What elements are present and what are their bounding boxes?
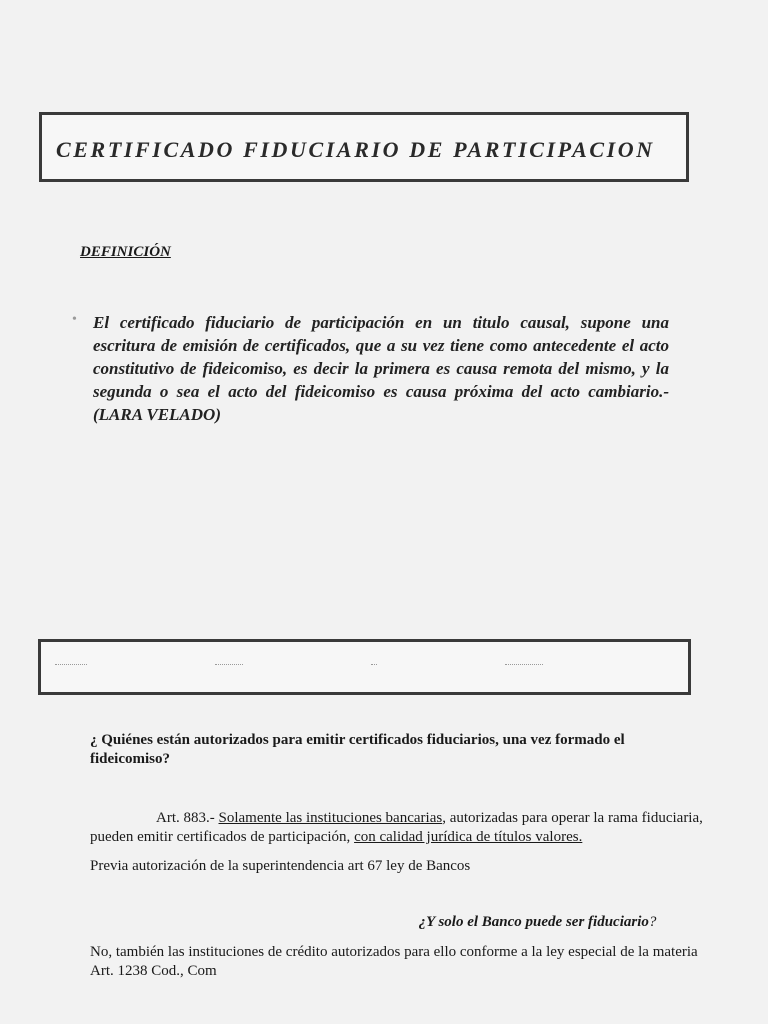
title-box (39, 112, 689, 182)
dotted-line (55, 664, 87, 665)
question-authorized-issuers: ¿ Quiénes están autorizados para emitir certificados fiduciarios, una vez formado el fideicomiso? (90, 732, 625, 767)
question-only-bank-fiduciary (0, 914, 768, 931)
previa-autorizacion-text: Previa autorización de la superintendencia art 67 ley de Bancos (90, 858, 471, 874)
question-only-bank-mark: ? (648, 914, 657, 930)
definicion-paragraph: El certificado fiduciario de participación en un titulo causal, supone una escritura de emisión de certificados, que a su vez tiene como antecedente el acto constitutivo de fideicomiso, es decir la primera es causa remota del mismo, y la segunda o sea el acto del fideicomiso es causa próxima del acto cambiario.- (LARA VELADO) (93, 313, 669, 424)
article-883-prefix: Art. 883.- (156, 810, 219, 826)
dotted-line (371, 664, 377, 665)
answer-credit-institutions: No, también las instituciones de crédito autorizados para ello conforme a la ley especial de la materia Art. 1238 Cod., Com (90, 944, 698, 979)
dotted-line (505, 664, 543, 665)
article-883-paragraph (90, 809, 710, 847)
page-title: CERTIFICADO FIDUCIARIO DE PARTICIPACION (56, 137, 655, 162)
question-only-bank-text: ¿Y solo el Banco puede ser fiduciario (418, 914, 649, 930)
dotted-line (215, 664, 243, 665)
article-883-underlined-titles: con calidad jurídica de títulos valores. (354, 829, 583, 845)
second-title-box (38, 639, 691, 695)
article-883-middle: , autorizadas para operar la rama fiduciaria, pueden emitir certificados de participación, (90, 810, 703, 845)
bullet-icon: • (72, 312, 77, 327)
article-883-underlined-banks: Solamente las instituciones bancarias (218, 810, 443, 826)
definicion-heading: DEFINICIÓN (80, 244, 171, 260)
